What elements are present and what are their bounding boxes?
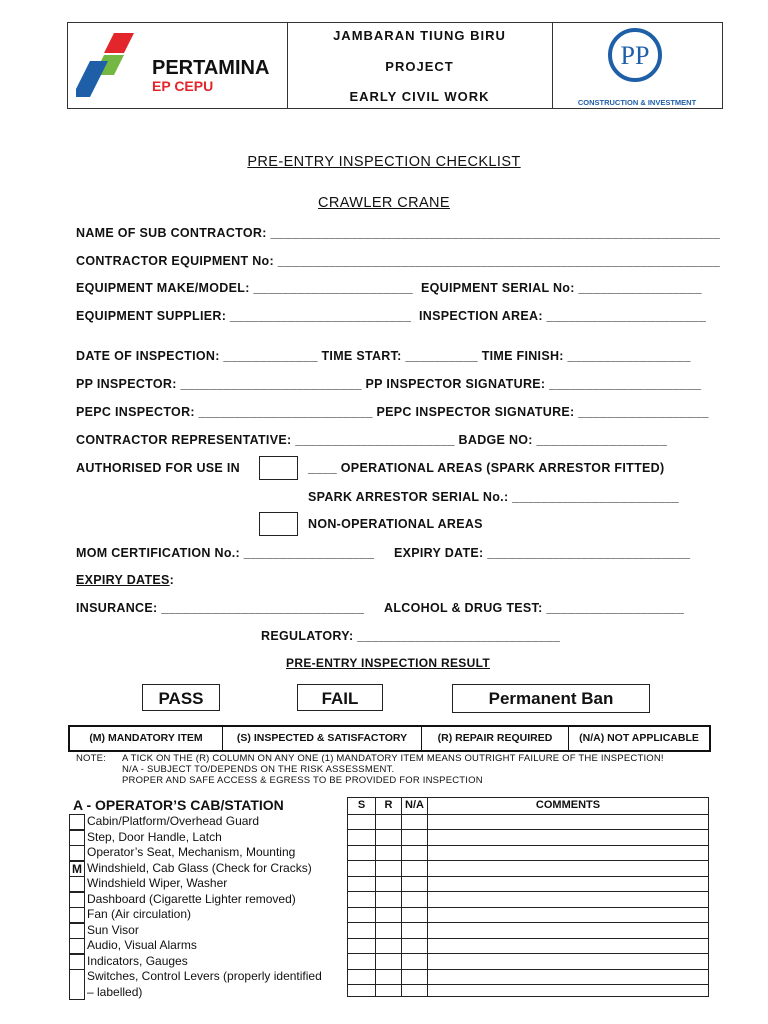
grid-row-line	[348, 953, 708, 954]
grid-row-line	[348, 891, 708, 892]
grid-row-line	[348, 829, 708, 830]
equipment-supplier-field[interactable]: EQUIPMENT SUPPLIER: _________________________	[76, 309, 412, 323]
spark-arrestor-serial-field[interactable]: SPARK ARRESTOR SERIAL No.: _______________________	[308, 490, 679, 504]
legend-table	[68, 725, 711, 752]
checklist-item-label: Fan (Air circulation)	[87, 907, 192, 921]
permanent-ban-button[interactable]: Permanent Ban	[452, 684, 650, 713]
col-s-header: S	[357, 799, 366, 811]
item-mandatory-box[interactable]	[69, 892, 85, 908]
svg-text:PP: PP	[620, 41, 650, 70]
checklist-item-label: Windshield, Cab Glass (Check for Cracks)	[87, 860, 312, 875]
date-time-field[interactable]: DATE OF INSPECTION: _____________ TIME START: __________ TIME FINISH: _________________	[76, 349, 691, 363]
col-comments-header: COMMENTS	[535, 799, 601, 811]
inspection-area-field[interactable]: INSPECTION AREA: ______________________	[419, 309, 707, 323]
checklist-item-label: Cabin/Platform/Overhead Guard	[87, 814, 260, 828]
grid-row-line	[348, 907, 708, 908]
project-title-1: JAMBARAN TIUNG BIRU	[333, 28, 506, 43]
project-title-3: EARLY CIVIL WORK	[349, 89, 490, 104]
equipment-serial-field[interactable]: EQUIPMENT SERIAL No: _________________	[421, 281, 702, 295]
grid-row-line	[348, 845, 708, 846]
col-r-header: R	[384, 799, 393, 811]
operational-areas-checkbox[interactable]	[259, 456, 298, 480]
item-mandatory-box[interactable]	[69, 830, 85, 846]
equipment-make-field[interactable]: EQUIPMENT MAKE/MODEL: ______________________	[76, 281, 413, 295]
mom-certification-field[interactable]: MOM CERTIFICATION No.: __________________	[76, 546, 375, 560]
checklist-item-label: Step, Door Handle, Latch	[87, 829, 222, 844]
pertamina-logo-icon	[76, 31, 146, 101]
project-title-cell	[287, 23, 553, 108]
legend-na: (N/A) NOT APPLICABLE	[579, 732, 699, 744]
page-subtitle: CRAWLER CRANE	[318, 195, 450, 211]
expiry-date-field[interactable]: EXPIRY DATE: ____________________________	[394, 546, 691, 560]
inspection-grid	[347, 797, 709, 997]
non-operational-areas-label: NON-OPERATIONAL AREAS	[308, 517, 483, 531]
item-mandatory-box[interactable]	[69, 969, 85, 1000]
checklist-item-label: Operator’s Seat, Mechanism, Mounting	[87, 845, 296, 859]
note-label: NOTE:	[76, 753, 107, 764]
grid-column-line	[427, 798, 428, 996]
note-line-2: N/A - SUBJECT TO/DEPENDS ON THE RISK ASSESSMENT.	[122, 764, 395, 775]
note-line-3: PROPER AND SAFE ACCESS & EGRESS TO BE PROVIDED FOR INSPECTION	[122, 775, 483, 786]
grid-column-line	[401, 798, 402, 996]
item-mandatory-box[interactable]	[69, 814, 85, 830]
pass-button[interactable]: PASS	[142, 684, 220, 711]
item-mandatory-box[interactable]	[69, 954, 85, 970]
legend-repair: (R) REPAIR REQUIRED	[422, 727, 569, 750]
grid-row-line	[348, 876, 708, 877]
pp-logo-cell	[552, 23, 722, 108]
legend-mandatory: (M) MANDATORY ITEM	[70, 727, 223, 750]
grid-row-line	[348, 814, 708, 815]
checklist-item-label: Indicators, Gauges	[87, 953, 188, 968]
checklist-item-label: Switches, Control Levers (properly identified	[87, 969, 322, 983]
regulatory-field[interactable]: REGULATORY: ____________________________	[261, 629, 561, 643]
page-title: PRE-ENTRY INSPECTION CHECKLIST	[247, 154, 521, 170]
alcohol-drug-test-field[interactable]: ALCOHOL & DRUG TEST: ___________________	[384, 601, 685, 615]
grid-row-line	[348, 922, 708, 923]
project-title-2: PROJECT	[385, 59, 454, 74]
item-mandatory-box[interactable]	[69, 907, 85, 923]
grid-row-line	[348, 938, 708, 939]
grid-row-line	[348, 969, 708, 970]
item-mandatory-box[interactable]	[69, 938, 85, 954]
grid-row-line	[348, 984, 708, 985]
pp-logo-icon	[607, 27, 663, 83]
operational-areas-label: ____ OPERATIONAL AREAS (SPARK ARRESTOR FITTED)	[308, 461, 665, 475]
item-mandatory-box[interactable]	[69, 845, 85, 861]
authorised-label: AUTHORISED FOR USE IN	[76, 461, 240, 475]
item-mandatory-box[interactable]	[69, 876, 85, 892]
item-mandatory-box[interactable]	[69, 923, 85, 939]
sub-contractor-field[interactable]: NAME OF SUB CONTRACTOR: ______________________________________________________________	[76, 226, 721, 240]
pp-sub: CONSTRUCTION & INVESTMENT	[577, 98, 697, 107]
pertamina-logo-cell	[68, 23, 288, 108]
checklist-item-label: Dashboard (Cigarette Lighter removed)	[87, 891, 296, 906]
section-a-title: A - OPERATOR’S CAB/STATION	[73, 797, 284, 813]
note-line-1: A TICK ON THE (R) COLUMN ON ANY ONE (1) MANDATORY ITEM MEANS OUTRIGHT FAILURE OF THE INSPECTION!	[122, 753, 664, 764]
checklist-item-label: Sun Visor	[87, 922, 139, 937]
result-heading: PRE-ENTRY INSPECTION RESULT	[286, 656, 490, 670]
non-operational-areas-checkbox[interactable]	[259, 512, 298, 536]
col-na-header: N/A	[405, 799, 424, 811]
document-header	[67, 22, 723, 109]
grid-column-line	[375, 798, 376, 996]
grid-row-line	[348, 860, 708, 861]
checklist-item-label: – labelled)	[87, 984, 143, 999]
pertamina-wordmark: PERTAMINA	[152, 57, 270, 79]
fail-button[interactable]: FAIL	[297, 684, 383, 711]
expiry-dates-heading: EXPIRY DATES:	[76, 573, 175, 587]
contractor-equipment-field[interactable]: CONTRACTOR EQUIPMENT No: _____________________________________________________________	[76, 254, 721, 268]
legend-satisfactory: (S) INSPECTED & SATISFACTORY	[223, 727, 422, 750]
pertamina-sub: EP CEPU	[152, 78, 214, 94]
checklist-item-label: Windshield Wiper, Washer	[87, 876, 228, 890]
pepc-inspector-field[interactable]: PEPC INSPECTOR: ________________________ PEPC INSPECTOR SIGNATURE: __________________	[76, 405, 709, 419]
pp-inspector-field[interactable]: PP INSPECTOR: _________________________ PP INSPECTOR SIGNATURE: _____________________	[76, 377, 702, 391]
item-mandatory-box[interactable]: M	[69, 861, 85, 877]
checklist-item-label: Audio, Visual Alarms	[87, 938, 197, 952]
insurance-field[interactable]: INSURANCE: ____________________________	[76, 601, 365, 615]
contractor-representative-field[interactable]: CONTRACTOR REPRESENTATIVE: ______________________ BADGE NO: __________________	[76, 433, 668, 447]
